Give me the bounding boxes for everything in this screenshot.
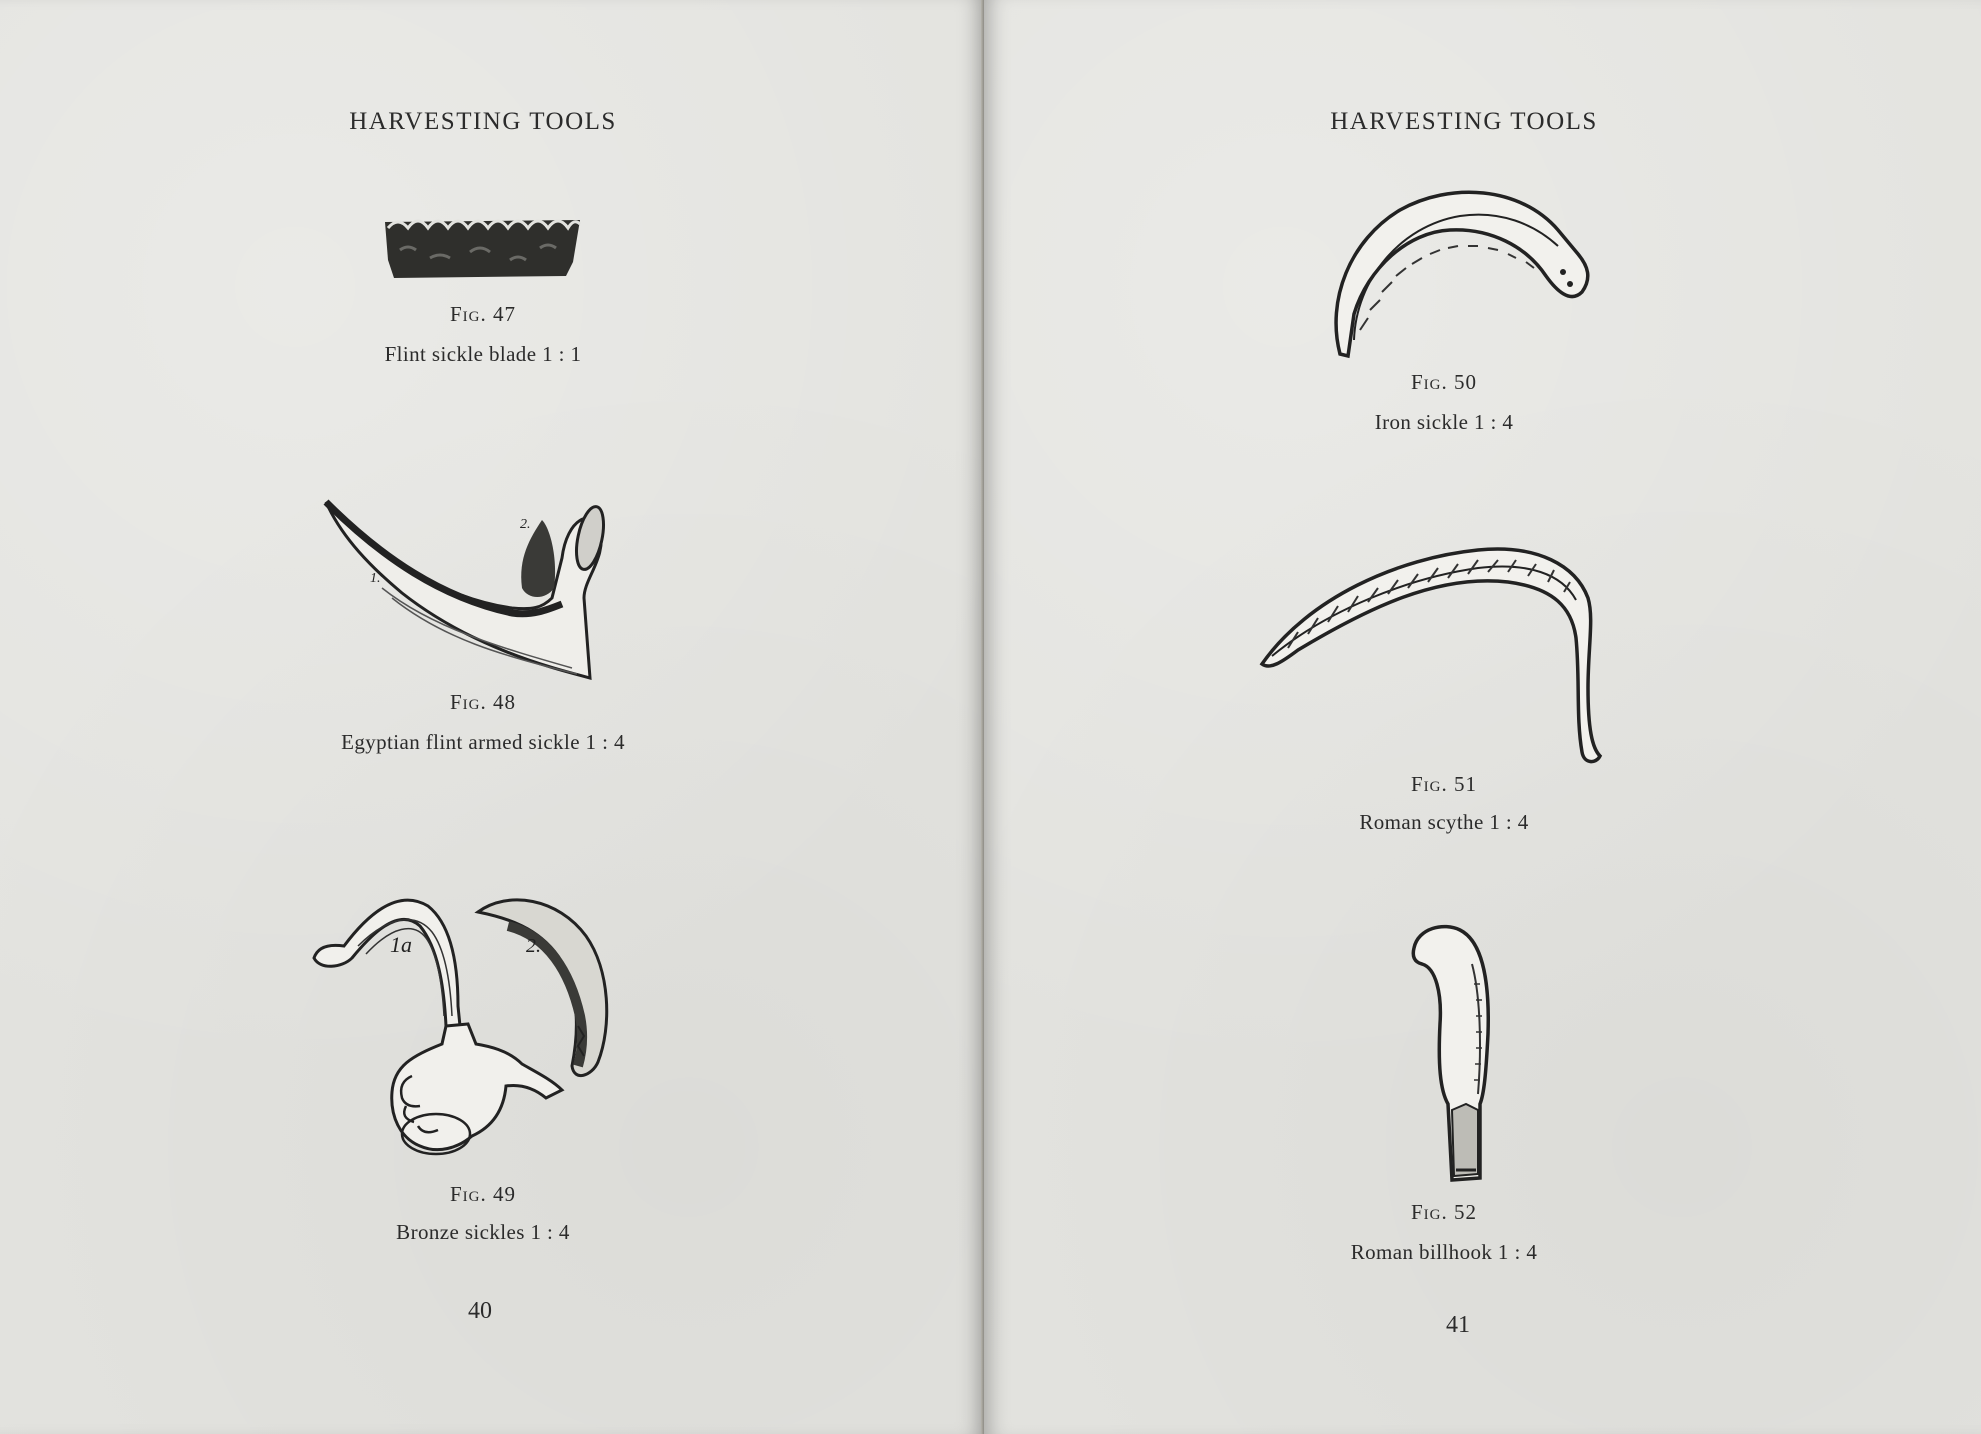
- fig-52-caption: Roman billhook 1 : 4: [1350, 1240, 1538, 1264]
- page-number-right: 41: [1446, 1312, 1470, 1338]
- page-number-left: 40: [468, 1298, 492, 1324]
- fig-48-label: Fig. 48: [449, 690, 516, 714]
- fig-51-label: Fig. 51: [1410, 772, 1477, 796]
- fig-51-caption: Roman scythe 1 : 4: [1359, 810, 1529, 834]
- egyptian-sickle-illustration: [322, 498, 652, 688]
- drawing-label-1: 1.: [370, 571, 381, 586]
- fig-48-caption: Egyptian flint armed sickle 1 : 4: [341, 730, 625, 754]
- fig-47-caption: Flint sickle blade 1 : 1: [384, 342, 582, 366]
- drawing-label-2b: 2.: [526, 935, 541, 957]
- left-page: [0, 0, 984, 1434]
- roman-billhook-illustration: [1408, 924, 1508, 1186]
- fig-47-label: Fig. 47: [449, 302, 516, 326]
- fig-50-caption: Iron sickle 1 : 4: [1374, 410, 1514, 434]
- flint-sickle-blade-illustration: [380, 210, 585, 280]
- roman-scythe-illustration: [1258, 538, 1658, 768]
- iron-sickle-illustration: [1330, 180, 1600, 360]
- drawing-label-2: 2.: [520, 517, 531, 532]
- fig-50-label: Fig. 50: [1410, 370, 1477, 394]
- bronze-sickles-illustration: [308, 876, 648, 1166]
- fig-49-caption: Bronze sickles 1 : 4: [396, 1220, 570, 1244]
- right-page: [984, 0, 1981, 1434]
- fig-52-label: Fig. 52: [1410, 1200, 1477, 1224]
- page-header: HARVESTING TOOLS: [349, 108, 617, 135]
- drawing-label-1a: 1a: [390, 932, 412, 957]
- page-header: HARVESTING TOOLS: [1330, 108, 1598, 135]
- fig-49-label: Fig. 49: [449, 1182, 516, 1206]
